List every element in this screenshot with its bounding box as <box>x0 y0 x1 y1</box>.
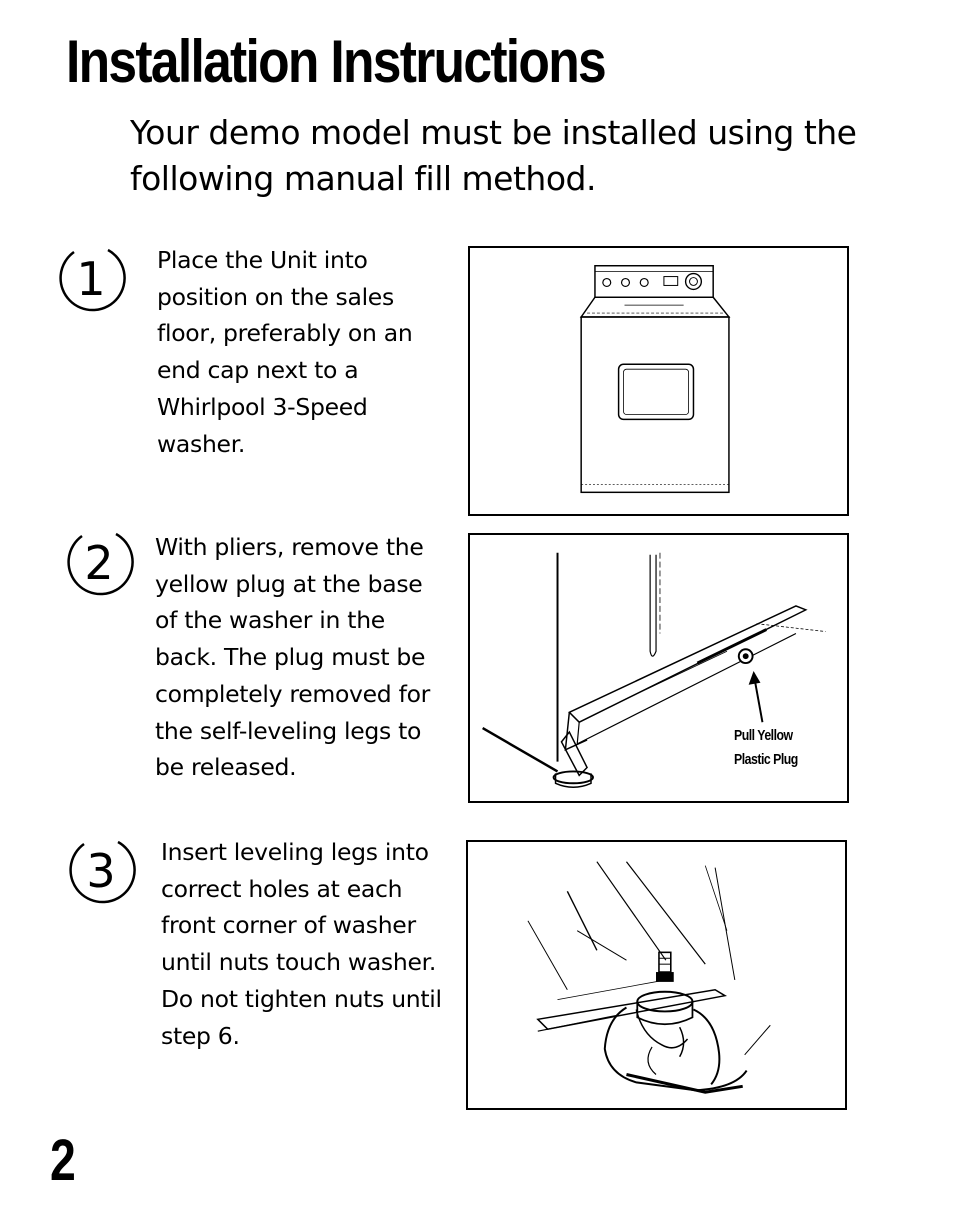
step-3-number-badge <box>64 834 138 908</box>
step-1-illustration <box>468 246 849 516</box>
step-1-text: Place the Unit into position on the sales floor, preferably on an end cap next to a Whirlpool 3-Speed washer. <box>157 246 413 458</box>
circled-number-icon <box>62 526 136 600</box>
washer-front-icon <box>470 248 847 514</box>
step-2-number-badge <box>62 526 136 600</box>
circled-number-icon <box>64 834 138 908</box>
step-2-illustration <box>468 533 849 803</box>
page-title: Installation Instructions <box>66 28 605 95</box>
step-2-number: 2 <box>84 536 114 590</box>
step-3-number: 3 <box>86 844 116 898</box>
hand-inserting-leg-icon <box>468 842 845 1108</box>
pull-plug-caption-line-2: Plastic Plug <box>734 751 798 768</box>
step-1-number: 1 <box>76 252 106 306</box>
step-3-illustration <box>466 840 847 1110</box>
pull-plug-caption-line-1: Pull Yellow <box>734 727 793 744</box>
page-number: 2 <box>50 1128 76 1193</box>
step-2-text: With pliers, remove the yellow plug at the base of the washer in the back. The plug must be completely removed for the self-leveling legs to be released. <box>155 533 431 782</box>
circled-number-icon <box>54 242 128 316</box>
step-1-number-badge <box>54 242 128 316</box>
step-3-text: Insert leveling legs into correct holes at each front corner of washer until nuts touch washer. Do not tighten nuts until step 6. <box>161 838 442 1050</box>
page-subtitle: Your demo model must be installed using the following manual fill method. <box>130 113 857 198</box>
